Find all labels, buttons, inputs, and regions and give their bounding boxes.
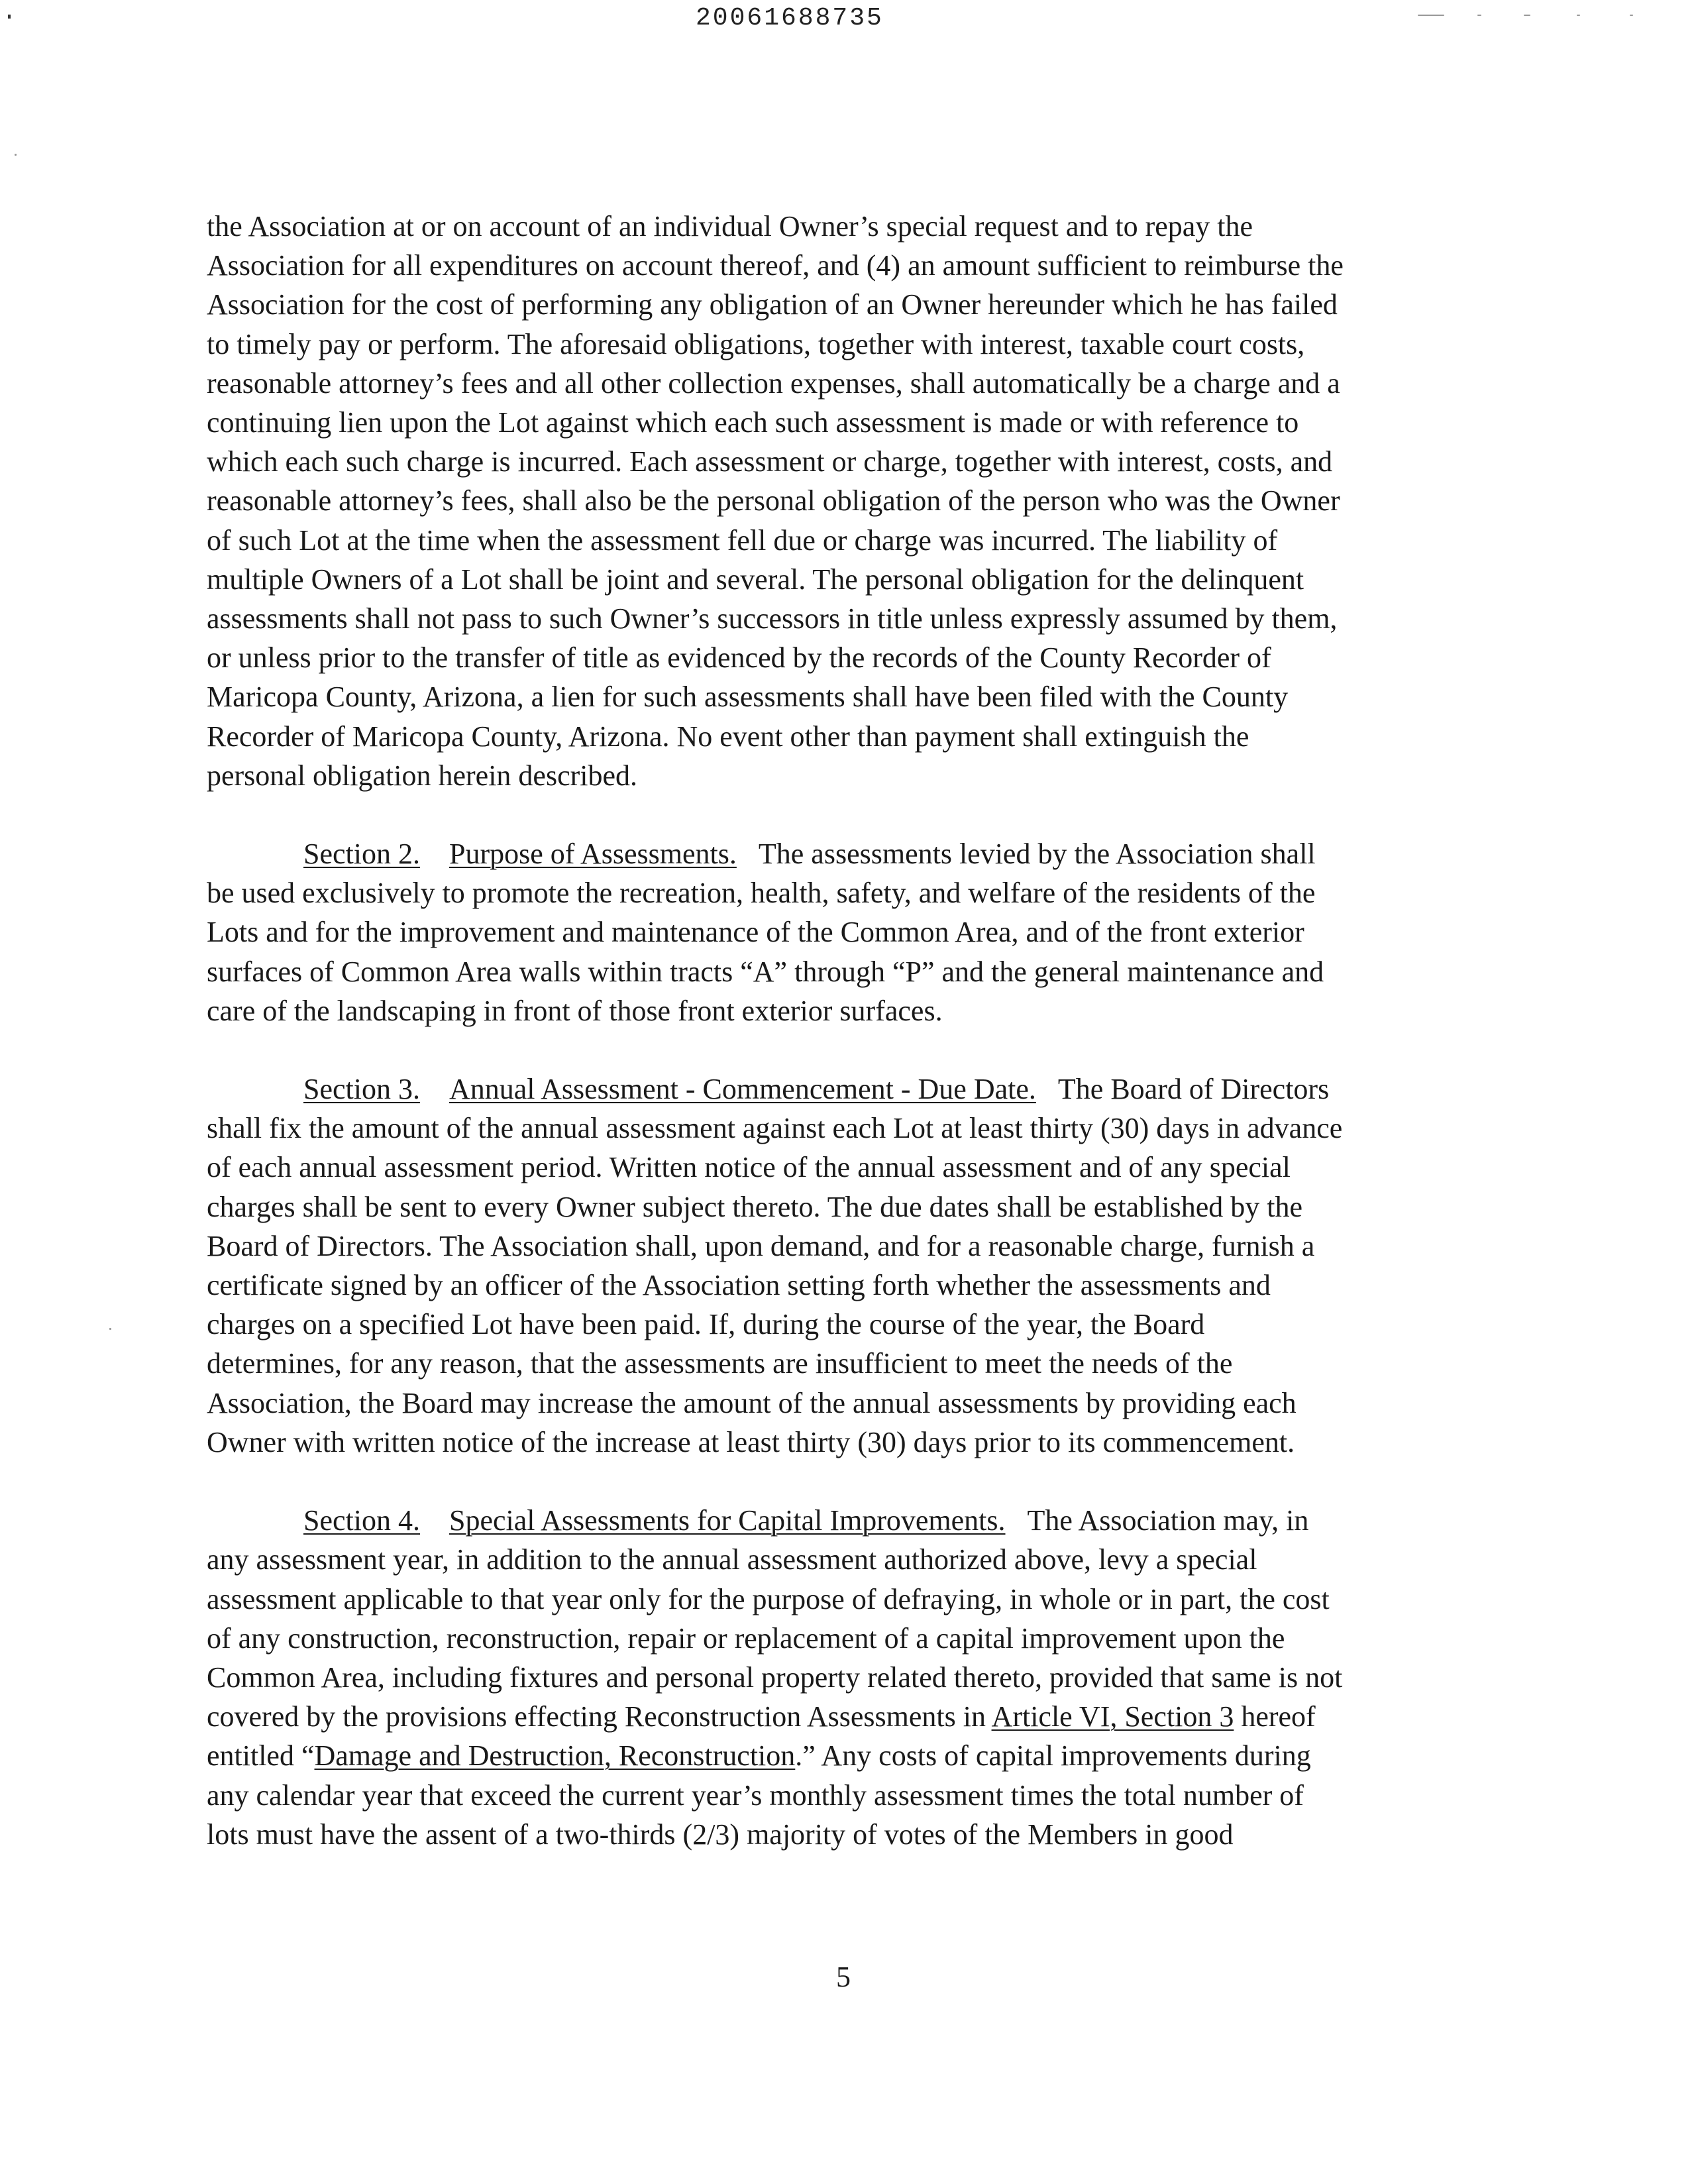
section-2-first-line bbox=[207, 834, 1518, 873]
text-line: assessment applicable to that year only for the purpose of defraying, in whole or in part, the cost bbox=[207, 1582, 1330, 1615]
text-line: the Association at or on account of an individual Owner’s special request and to repay the bbox=[207, 210, 1253, 243]
section-3-number: Section 3. bbox=[303, 1073, 420, 1106]
page-number: 5 bbox=[836, 1961, 851, 1993]
section-4-intro: The Association may, in bbox=[1027, 1504, 1309, 1537]
paragraph-assessment-obligations bbox=[207, 207, 1518, 795]
section-2-heading: Purpose of Assessments. bbox=[449, 838, 737, 871]
text-line: Association, the Board may increase the amount of the annual assessments by providing each bbox=[207, 1386, 1297, 1419]
section-3-intro: The Board of Directors bbox=[1057, 1073, 1330, 1106]
text-line: charges shall be sent to every Owner subject thereto. The due dates shall be established by the bbox=[207, 1190, 1302, 1223]
text-line: lots must have the assent of a two-thirds (2/3) majority of votes of the Members in good bbox=[207, 1818, 1234, 1851]
text-line: surfaces of Common Area walls within tracts “A” through “P” and the general maintenance and bbox=[207, 955, 1324, 988]
section-4-number: Section 4. bbox=[303, 1504, 420, 1537]
text-line: Maricopa County, Arizona, a lien for such assessments shall have been filed with the County bbox=[207, 681, 1289, 714]
scan-speck bbox=[1418, 15, 1444, 16]
scan-speck bbox=[1630, 15, 1633, 16]
section-2 bbox=[207, 834, 1518, 1030]
reference-prefix: covered by the provisions effecting Reconstruction Assessments in bbox=[207, 1700, 992, 1733]
scan-speck bbox=[15, 154, 17, 156]
text-line: of any construction, reconstruction, repair or replacement of a capital improvement upon the bbox=[207, 1621, 1285, 1655]
scan-speck bbox=[1524, 15, 1530, 16]
text-line: Owner with written notice of the increase at least thirty (30) days prior to its commencement. bbox=[207, 1425, 1295, 1458]
text-line: Association for all expenditures on account thereof, and (4) an amount sufficient to reimburse the bbox=[207, 249, 1344, 282]
text-line: reasonable attorney’s fees, shall also be the personal obligation of the person who was the Owner bbox=[207, 484, 1340, 518]
text-line: care of the landscaping in front of those front exterior surfaces. bbox=[207, 994, 943, 1027]
text-line-with-title bbox=[207, 1736, 1518, 1775]
text-line: Board of Directors. The Association shall, upon demand, and for a reasonable charge, furnish a bbox=[207, 1229, 1315, 1262]
section-4-first-line bbox=[207, 1501, 1518, 1540]
text-line: be used exclusively to promote the recreation, health, safety, and welfare of the residents of the bbox=[207, 877, 1316, 910]
text-line: of such Lot at the time when the assessment fell due or charge was incurred. The liability of bbox=[207, 523, 1278, 557]
text-line: multiple Owners of a Lot shall be joint and several. The personal obligation for the delinquent bbox=[207, 563, 1304, 596]
text-line: personal obligation herein described. bbox=[207, 759, 638, 792]
scan-speck bbox=[1477, 15, 1481, 16]
text-line: Common Area, including fixtures and personal property related thereto, provided that same is not bbox=[207, 1661, 1343, 1694]
text-line: which each such charge is incurred. Each assessment or charge, together with interest, costs, and bbox=[207, 445, 1333, 478]
scan-speck bbox=[109, 1328, 111, 1330]
text-line: shall fix the amount of the annual assessment against each Lot at least thirty (30) days in advance bbox=[207, 1112, 1343, 1145]
text-line: any assessment year, in addition to the annual assessment authorized above, levy a special bbox=[207, 1543, 1257, 1576]
text-line-with-reference bbox=[207, 1697, 1518, 1736]
text-line: or unless prior to the transfer of title as evidenced by the records of the County Recorder of bbox=[207, 641, 1271, 675]
scan-mark bbox=[8, 15, 11, 19]
document-number: 20061688735 bbox=[696, 4, 884, 32]
entitled-prefix: entitled “ bbox=[207, 1739, 315, 1773]
text-line: certificate signed by an officer of the Association setting forth whether the assessments and bbox=[207, 1269, 1271, 1302]
text-line: of each annual assessment period. Written notice of the annual assessment and of any special bbox=[207, 1151, 1291, 1184]
scan-speck bbox=[1577, 15, 1580, 16]
text-line: Recorder of Maricopa County, Arizona. No event other than payment shall extinguish the bbox=[207, 720, 1249, 753]
entitled-suffix: .” Any costs of capital improvements during bbox=[795, 1739, 1311, 1773]
text-line: to timely pay or perform. The aforesaid obligations, together with interest, taxable court costs, bbox=[207, 327, 1305, 360]
section-2-intro: The assessments levied by the Association shall bbox=[758, 838, 1316, 871]
text-line: determines, for any reason, that the assessments are insufficient to meet the needs of the bbox=[207, 1347, 1233, 1380]
section-2-number: Section 2. bbox=[303, 838, 420, 871]
section-3-heading: Annual Assessment - Commencement - Due Date. bbox=[449, 1073, 1036, 1106]
text-line: reasonable attorney’s fees and all other collection expenses, shall automatically be a charge and a bbox=[207, 366, 1340, 400]
reference-suffix: hereof bbox=[1234, 1700, 1316, 1733]
document-body bbox=[207, 207, 1518, 1854]
text-line: assessments shall not pass to such Owner’s successors in title unless expressly assumed by them, bbox=[207, 602, 1338, 635]
text-line: any calendar year that exceed the current year’s monthly assessment times the total number of bbox=[207, 1778, 1304, 1812]
section-3 bbox=[207, 1069, 1518, 1462]
text-line: charges on a specified Lot have been paid. If, during the course of the year, the Board bbox=[207, 1308, 1205, 1341]
section-4 bbox=[207, 1501, 1518, 1854]
article-reference: Article VI, Section 3 bbox=[991, 1700, 1234, 1733]
section-3-first-line bbox=[207, 1069, 1518, 1109]
text-line: continuing lien upon the Lot against which each such assessment is made or with reference to bbox=[207, 406, 1299, 439]
text-line: Association for the cost of performing any obligation of an Owner hereunder which he has failed bbox=[207, 288, 1338, 321]
entitled-title: Damage and Destruction, Reconstruction bbox=[314, 1739, 796, 1773]
section-4-heading: Special Assessments for Capital Improvements. bbox=[449, 1504, 1006, 1537]
text-line: Lots and for the improvement and maintenance of the Common Area, and of the front exterior bbox=[207, 916, 1304, 949]
